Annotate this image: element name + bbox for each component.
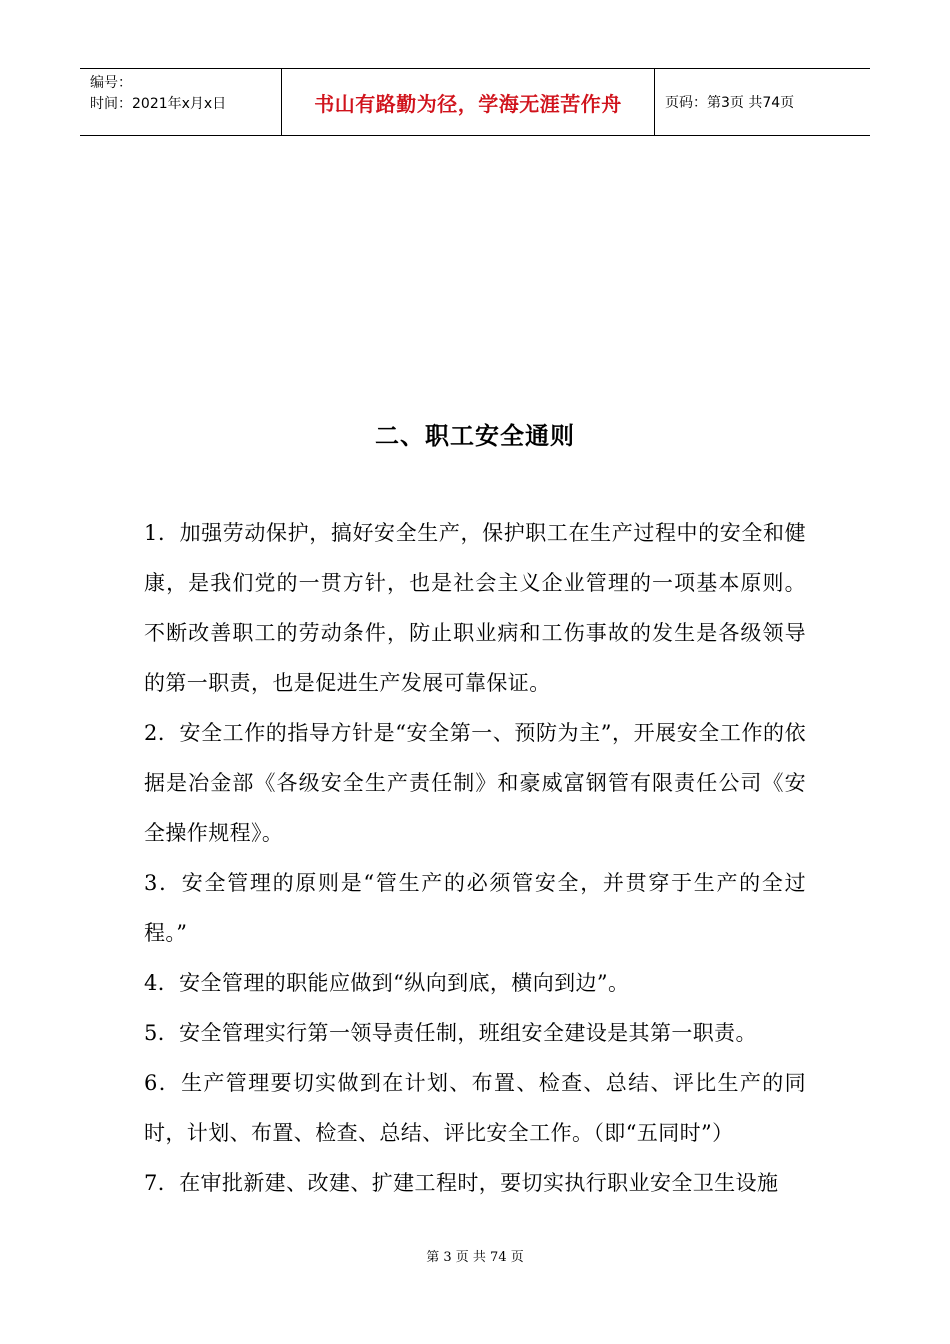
paragraph-6: 6．生产管理要切实做到在计划、布置、检查、总结、评比生产的同时，计划、布置、检查、总结、评比安全工作。（即“五同时”） bbox=[144, 1071, 806, 1145]
page-header bbox=[80, 68, 870, 136]
time-label: 时间：2021年x月x日 bbox=[90, 96, 227, 112]
header-motto: 书山有路勤为径，学海无涯苦作舟 bbox=[282, 69, 655, 135]
paragraph-3: 3．安全管理的原则是“管生产的必须管安全，并贯穿于生产的全过程。” bbox=[144, 871, 806, 945]
paragraph-5: 5．安全管理实行第一领导责任制，班组安全建设是其第一职责。 bbox=[144, 1021, 757, 1045]
serial-label: 编号： bbox=[90, 75, 132, 91]
header-page-info: 页码：第3页 共74页 bbox=[665, 95, 795, 111]
document-body bbox=[144, 508, 806, 1208]
section-title: 二、职工安全通则 bbox=[375, 422, 575, 450]
paragraph-2: 2．安全工作的指导方针是“安全第一、预防为主”，开展安全工作的依据是冶金部《各级安全生产责任制》和豪威富钢管有限责任公司《安全操作规程》。 bbox=[144, 721, 806, 845]
paragraph-1: 1．加强劳动保护，搞好安全生产，保护职工在生产过程中的安全和健康，是我们党的一贯方针，也是社会主义企业管理的一项基本原则。不断改善职工的劳动条件，防止职业病和工伤事故的发生是各级领导的第一职责，也是促进生产发展可靠保证。 bbox=[144, 521, 806, 695]
paragraph-7: 7．在审批新建、改建、扩建工程时，要切实执行职业安全卫生设施 bbox=[144, 1171, 779, 1195]
page-footer: 第 3 页 共 74 页 bbox=[426, 1250, 524, 1265]
header-meta bbox=[80, 69, 282, 135]
paragraph-4: 4．安全管理的职能应做到“纵向到底，横向到边”。 bbox=[144, 971, 630, 995]
